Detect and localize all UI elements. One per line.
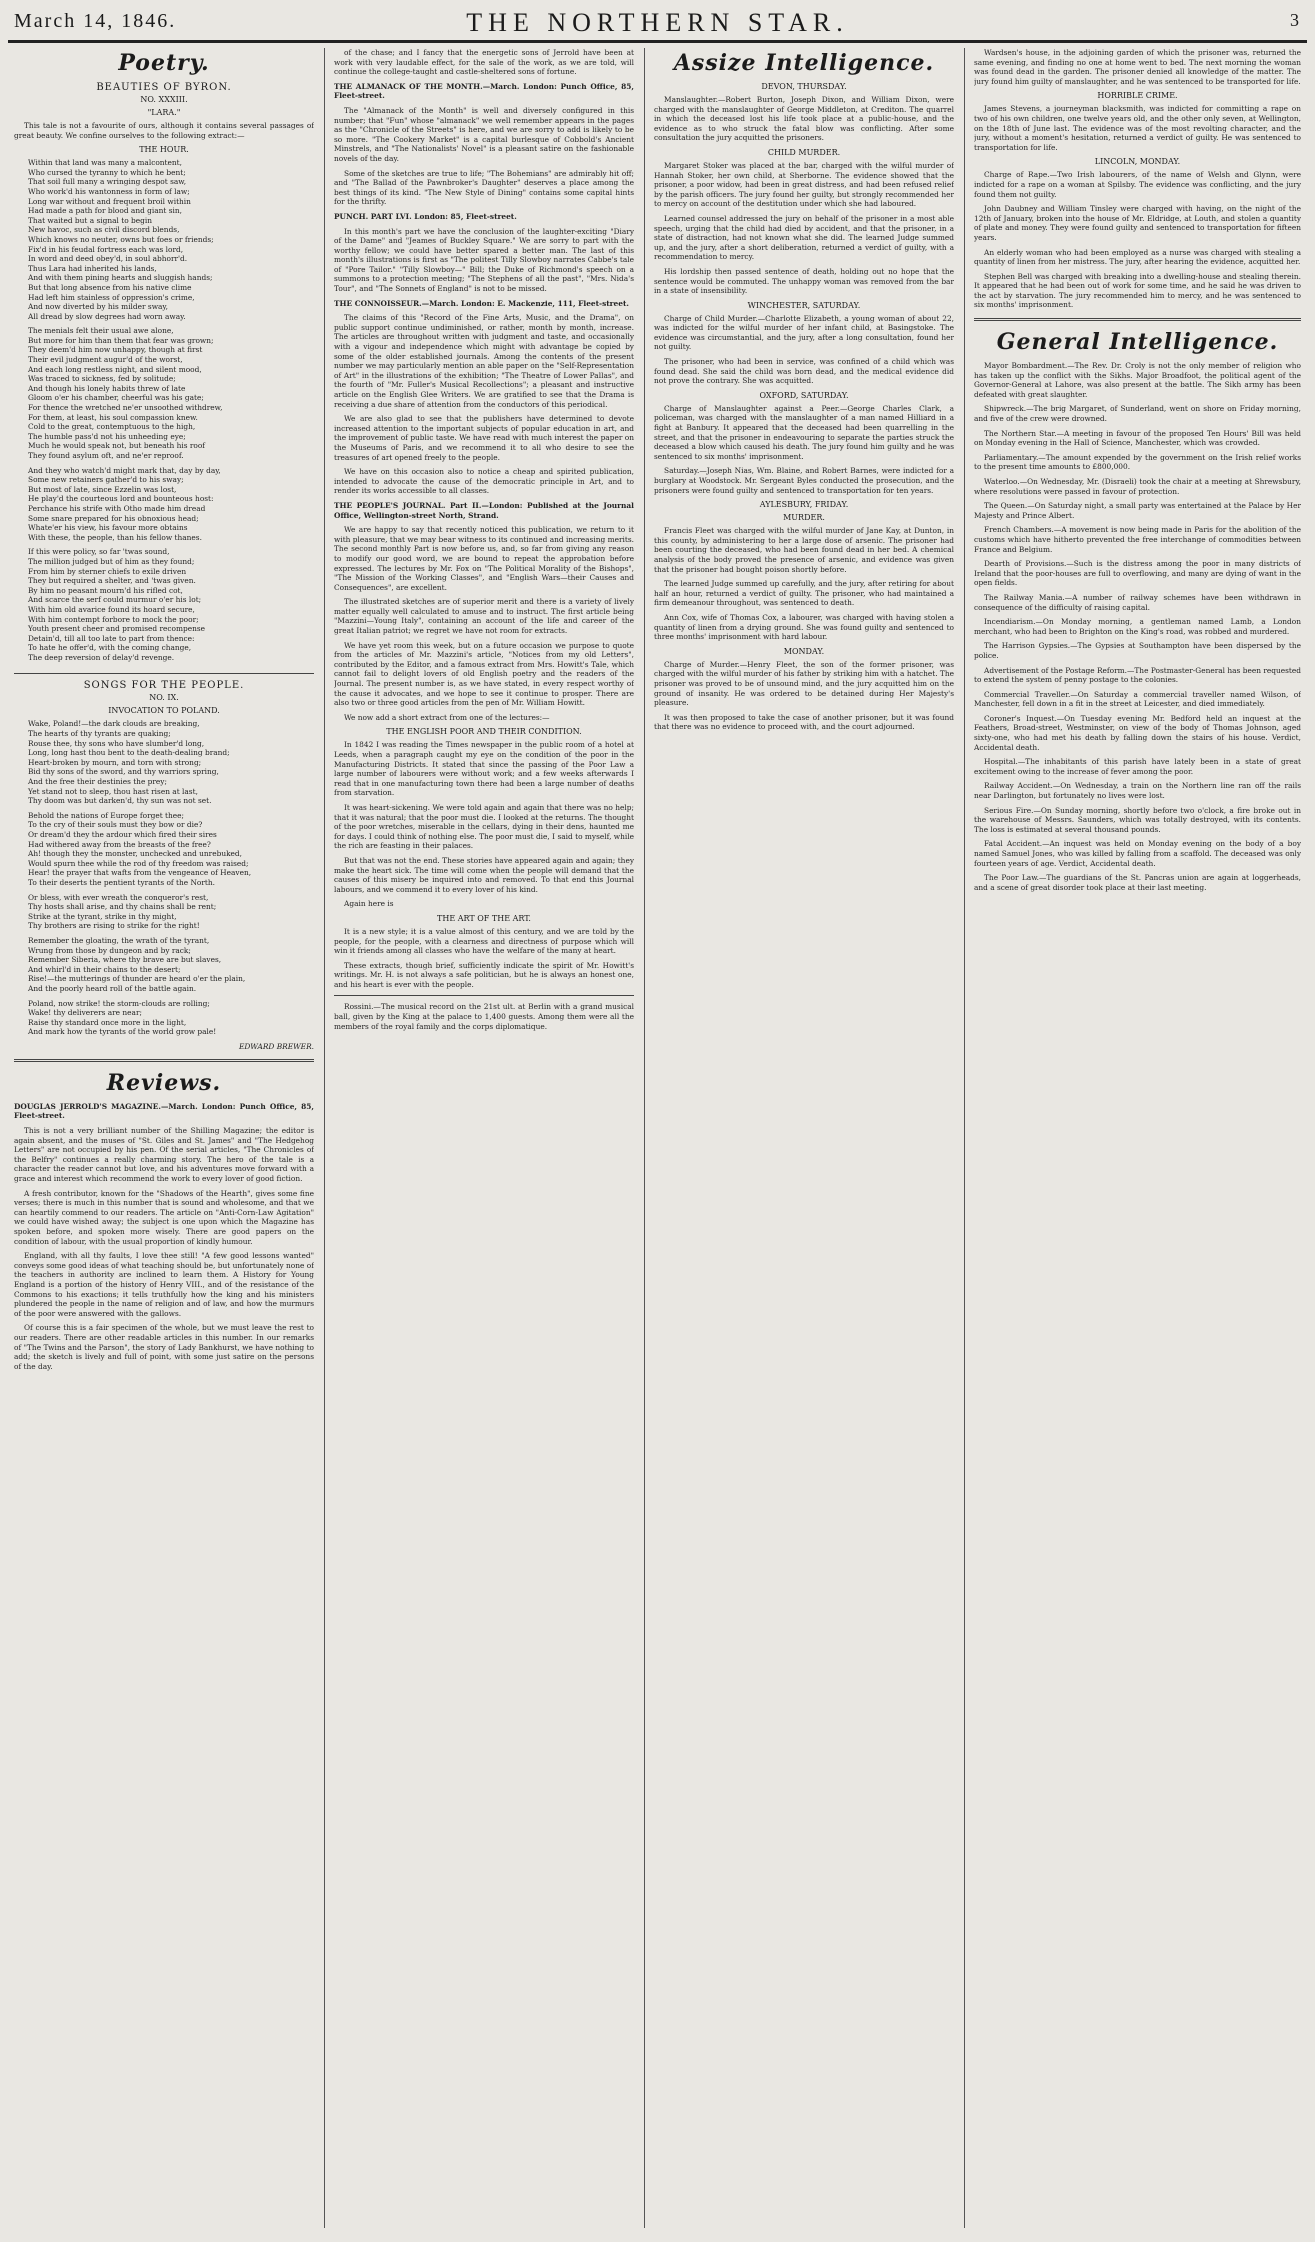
case-heading: HORRIBLE CRIME. (1097, 91, 1178, 101)
verse-line: With him old avarice found its hoard secure, (28, 604, 195, 614)
court-heading: MONDAY. (783, 646, 825, 656)
article-paragraph: Wardsen's house, in the adjoining garden of which the prisoner was, returned the same evening, and finding no one at home went to bed. The next morning the woman was found dead in the garden. The prisoner denied all knowledge of the matter. The jury found him guilty of manslaughter, and he was sentenced to be transported for life. (974, 48, 1301, 86)
verse-line: Thy hosts shall arise, and thy chains shall be rent; (28, 902, 217, 912)
verse-line: And they who watch'd might mark that, day by day, (28, 465, 221, 475)
verse-line: Had left him stainless of oppression's crime, (28, 292, 195, 302)
verse-line: Or bless, with ever wreath the conqueror's rest, (28, 892, 209, 902)
poem-series-number: NO. XXXIII. (140, 95, 188, 104)
news-item: The Northern Star.—A meeting in favour of the proposed Ten Hours' Bill was held on Monday evening in the Hall of Science, Manchester, which was crowded. (974, 428, 1301, 448)
column-3 (654, 48, 954, 2228)
verse-line: Rouse thee, thy sons who have slumber'd long, (28, 738, 205, 748)
review-title: PUNCH. PART LVI. London: 85, Fleet-street. (334, 211, 517, 221)
verse-line: And scarce the serf could murmur o'er his lot; (28, 595, 202, 605)
verse-line: But most of late, since Ezzelin was lost, (28, 484, 177, 494)
song-verses-5 (14, 999, 314, 1042)
court-heading: DEVON, THURSDAY. (761, 82, 847, 91)
verse-line: Cold to the great, contemptuous to the high, (28, 422, 196, 432)
song-author: EDWARD BREWER. (238, 1041, 314, 1051)
verse-line: Wake, Poland!—the dark clouds are breaking, (28, 719, 200, 729)
poem-intro: This tale is not a favourite of ours, although it contains several passages of great beauty. We confine ourselves to the following extract:— (14, 121, 314, 140)
masthead (0, 6, 1315, 36)
verse-line: Was traced to sickness, fed by solitude; (28, 374, 176, 384)
extract-title: THE ART OF THE ART. (437, 913, 531, 923)
section-heading-assize: Assize Intelligence. (673, 50, 935, 76)
verse-line: Who cursed the tyranny to which he bent; (28, 167, 186, 177)
verse-line: Strike at the tyrant, strike in thy might, (28, 911, 177, 921)
article-paragraph: The "Almanack of the Month" is well and diversely configured in this number; that "Fun" whose "almanack" we well remember appears in the pages as the "Chronicle of the Streets" is here, and we are sorry to add is likely to be so more. "The Cookery Market" is a capital burlesque of Cobbold's Ancient Minstrels, and "The Nationalists' Novel" is a pleasant satire on the fashionable novels of the day. (334, 105, 634, 163)
article-paragraph: It is a new style; it is a value almost of this century, and we are told by the people, for the people, with a clearness and directness of purpose which will win it friends among all classes who have the welfare of the many at heart. (334, 926, 634, 956)
verse-line: By him no peasant mourn'd his rifled cot, (28, 585, 183, 595)
verse-line: Whate'er his view, his favour more obtains (28, 523, 188, 533)
poem-series-title: BEAUTIES OF BYRON. (96, 82, 232, 93)
verse-line: Yet stand not to sleep, thou hast risen at last, (28, 786, 198, 796)
poem-section-title: THE HOUR. (139, 145, 189, 155)
verse-line: Hear! the prayer that wafts from the vengeance of Heaven, (28, 868, 252, 878)
article-paragraph: But that was not the end. These stories have appeared again and again; they make the heart sick. The time will come when the people will demand that the causes of this misery be inquired into and removed. To that end this Journal labours, and we commend it to every lover of his kind. (334, 855, 634, 894)
news-item: Hospital.—The inhabitants of this parish have lately been in a state of great excitement owing to the increase of fever among the poor. (974, 757, 1301, 776)
article-paragraph: In 1842 I was reading the Times newspaper in the public room of a hotel at Leeds, when a paragraph caught my eye on the condition of the poor in the Manufacturing Districts. It stated that since the passing of the Poor Law a large number of labourers were without work; and a few weeks afterwards I read that in one manufacturing town there had been a large number of deaths from starvation. (334, 740, 634, 798)
poem-subtitle: "LARA." (147, 108, 181, 117)
verse-line: Thy brothers are rising to strike for the right! (28, 921, 200, 931)
article-paragraph: It was then proposed to take the case of another prisoner, but it was found that there was no evidence to proceed with, and the court adjourned. (654, 712, 954, 732)
article-paragraph: of the chase; and I fancy that the energetic sons of Jerrold have been at work with very laudable effect, for the sale of the work, as we are told, will continue the college-taught and castle-sheltered sons of fortune. (334, 48, 634, 77)
divider (334, 995, 634, 996)
divider (14, 1059, 314, 1062)
section-heading-poetry: Poetry. (118, 50, 210, 76)
news-item: The Railway Mania.—A number of railway schemes have been withdrawn in consequence of the difficulty of raising capital. (974, 592, 1301, 612)
article-paragraph: We are happy to say that recently noticed this publication, we return to it with pleasure, that we may bear witness to its continued and increasing merits. The second monthly Part is now before us, and, so far from giving any reason to modify our good word, we are bound to repeat the approbation before expressed. The lectures by Mr. Fox on "The Political Morality of the Bishops", "The Mission of the Working Classes", and "English Wars—their Causes and Consequences", are excellent. (334, 525, 634, 592)
song-verses-3 (14, 893, 314, 936)
review-title: DOUGLAS JERROLD'S MAGAZINE.—March. London: Punch Office, 85, Fleet-street. (14, 1101, 314, 1121)
news-item: French Chambers.—A movement is now being made in Paris for the abolition of the customs which have hitherto prevented the free interchange of commodities between France and Belgium. (974, 525, 1301, 554)
article-paragraph: It was heart-sickening. We were told again and again that there was no help; that it was natural; that the poor must die. I looked at the returns. The thought of the poor wretches, miserable in the cellars, dying in their dens, haunted me for days. I could think of nothing else. The poor must die, I said to myself, while the rich are feasting in their palaces. (334, 802, 634, 851)
verse-line: Rise!—the mutterings of thunder are heard o'er the plain, (28, 974, 246, 984)
verse-line: And though his lonely habits threw of late (28, 383, 186, 393)
news-item: Fatal Accident.—An inquest was held on Monday evening on the body of a boy named Samuel Jones, who was killed by falling from a scaffold. The deceased was only fourteen years of age. Verdict, Accidental death. (974, 839, 1301, 868)
case-heading: MURDER. (783, 513, 825, 523)
news-item: The Harrison Gypsies.—The Gypsies at Southampton have been dispersed by the police. (974, 641, 1301, 660)
verse-line: And with them pining hearts and sluggish hands; (28, 273, 213, 283)
verse-line: To their deserts the pentient tyrants of the North. (28, 877, 215, 887)
song-verses-4 (14, 936, 314, 999)
news-item: Waterloo.—On Wednesday, Mr. (Disraeli) took the chair at a meeting at Shrewsbury, where resolutions were passed in favour of protection. (974, 477, 1301, 496)
verse-line: If this were policy, so far 'twas sound, (28, 547, 170, 557)
news-item: Shipwreck.—The brig Margaret, of Sunderland, went on shore on Friday morning, and five of the crew were drowned. (974, 404, 1301, 424)
song-title: INVOCATION TO POLAND. (108, 706, 220, 716)
article-paragraph: His lordship then passed sentence of death, holding out no hope that the sentence would be commuted. The unhappy woman was removed from the bar in a state of insensibility. (654, 266, 954, 296)
article-paragraph: James Stevens, a journeyman blacksmith, was indicted for committing a rape on two of his own children, one twelve years old, and the other only seven, at Wellington, on the 18th of June last. The evidence was of the most revolting character, and the jury, without a moment's hesitation, returned a verdict of guilty. He was sentenced to transportation for life. (974, 104, 1301, 152)
verse-line: Who work'd his wantonness in form of law; (28, 186, 190, 196)
poem-verses-1 (14, 158, 314, 326)
section-heading-reviews: Reviews. (106, 1069, 222, 1096)
review-title: THE PEOPLE'S JOURNAL. Part II.—London: Published at the Journal Office, Wellington-street North, Strand. (334, 500, 634, 520)
news-item: Coroner's Inquest.—On Tuesday evening Mr. Bedford held an inquest at the Feathers, Broad-street, Westminster, on view of the body of Thomas Johnson, aged sixty-one, who had met his death by falling down the stairs of his house. Verdict, Accidental death. (974, 713, 1301, 752)
article-paragraph: Of course this is a fair specimen of the whole, but we must leave the rest to our readers. There are other readable articles in this number. In our remarks of "The Twins and the Parson", the story of Lady Bankhurst, we have nothing to add; the sketch is lively and full of point, with some just satire on the persons of the day. (14, 1323, 314, 1371)
article-paragraph: The prisoner, who had been in service, was confined of a child which was found dead. She said the child was born dead, and the medical evidence did not prove the contrary. She was acquitted. (654, 357, 954, 386)
issue-date: March 14, 1846. (14, 10, 177, 32)
verse-line: Which knows no neuter, owns but foes or friends; (28, 234, 214, 244)
article-paragraph: Saturday.—Joseph Nias, Wm. Blaine, and Robert Barnes, were indicted for a burglary at Woodstock. Mr. Sergeant Byles conducted the prosecution, and the prisoners were found guilty and sentenced to transportation for ten years. (654, 466, 954, 495)
article-paragraph: John Daubney and William Tinsley were charged with having, on the night of the 12th of January, broken into the house of Mr. Eldridge, at Louth, and stolen a quantity of plate and money. They were found guilty and sentenced to transportation for fifteen years. (974, 204, 1301, 242)
masthead-rule (8, 40, 1307, 43)
article-paragraph: Rossini.—The musical record on the 21st ult. at Berlin with a grand musical ball, given by the King at the palace to 1,400 guests. Among them were all the members of the royal family and the corps diplomatique. (334, 1002, 634, 1031)
extract-title: THE ENGLISH POOR AND THEIR CONDITION. (386, 727, 582, 737)
verse-line: Thus Lara had inherited his lands, (28, 263, 157, 273)
news-item: Commercial Traveller.—On Saturday a commercial traveller named Wilson, of Manchester, fell down in a fit in the street at Leicester, and died immediately. (974, 689, 1301, 709)
verse-line: From him by sterner chiefs to exile driven (28, 566, 187, 576)
case-heading: CHILD MURDER. (767, 147, 841, 157)
court-heading: OXFORD, SATURDAY. (759, 390, 849, 400)
article-paragraph: We have yet room this week, but on a future occasion we purpose to quote from the articles of Mr. Mazzini's article, "Notices from my old Letters", contributed by the Editor, and a famous extract from Mrs. Howitt's Tale, which cannot fail to delight lovers of old English poetry and the readers of the Journal. The present number is, as we have stated, in every respect worthy of the cause it advocates, and we hope to see it continue to prosper. There are also two or three good articles from the pen of Mr. William Howitt. (334, 640, 634, 708)
column-divider (324, 48, 325, 2228)
verse-line: For thence the wretched ne'er unsoothed withdrew, (28, 403, 223, 413)
verse-line: And each long restless night, and silent mood, (28, 364, 202, 374)
article-paragraph: These extracts, though brief, sufficiently indicate the spirit of Mr. Howitt's writings. Mr. H. is not always a safe politician, but he is always an honest one, and his heart is ever with the people. (334, 960, 634, 989)
article-paragraph: Ann Cox, wife of Thomas Cox, a labourer, was charged with having stolen a quantity of linen from a drying ground. She was found guilty and sentenced to three months' imprisonment with hard labour. (654, 612, 954, 642)
column-1 (14, 48, 314, 2228)
news-item: Incendiarism.—On Monday morning, a gentleman named Lamb, a London merchant, who had been to Brighton on the King's road, was robbed and murdered. (974, 617, 1301, 636)
article-paragraph: Charge of Manslaughter against a Peer.—George Charles Clark, a policeman, was charged with the manslaughter of a man named Hilliard in a fight at Banbury. It appeared that the deceased had been quarrelling in the street, and that the prisoner in endeavouring to separate the parties struck the deceased a blow which caused his death. The jury found him guilty and he was sentenced to six months' imprisonment. (654, 403, 954, 461)
verse-line: Raise thy standard once more in the light, (28, 1017, 187, 1027)
verse-line: In word and deed obey'd, in soul abhorr'd. (28, 254, 188, 264)
verse-line: They but required a shelter, and 'twas given. (28, 576, 196, 586)
column-divider (964, 48, 965, 2228)
news-item: Mayor Bombardment.—The Rev. Dr. Croly is not the only member of religion who has taken up the conflict with the Sikhs. Major Broadfoot, the political agent of the Governor-General at Lahore, was also present at the battle. The Sikh army has been defeated with great slaughter. (974, 361, 1301, 399)
review-title: THE CONNOISSEUR.—March. London: E. Mackenzie, 111, Fleet-street. (334, 298, 629, 308)
article-paragraph: In this month's part we have the conclusion of the laughter-exciting "Diary of the Dame" and "Jeames of Buckley Square." We are sorry to part with the worthy fellow; we could have better spared a better man. The last of this month's illustrations is first as "The politest Tilly Slowboy narrates Cabbe's tale of "Pore Tailor." "Tilly Slowboy—" Bill; the Duke of Richmond's speech on a summons to a protection meeting; "The Stephens of all the past", "Mrs. Nida's Tour", and "The Sonnets of England" is not to be missed. (334, 226, 634, 294)
verse-line: They deem'd him now unhappy, though at first (28, 345, 203, 355)
article-paragraph: The learned Judge summed up carefully, and the jury, after retiring for about half an hour, returned a verdict of guilty. The prisoner, who had maintained a firm demeanour throughout, was sentenced to death. (654, 579, 954, 608)
page-number: 3 (1290, 10, 1301, 30)
verse-line: Wake! thy deliverers are near; (28, 1008, 142, 1018)
verse-line: With these, the people, than his fellow thanes. (28, 532, 202, 542)
article-paragraph: Margaret Stoker was placed at the bar, charged with the wilful murder of Hannah Stoker, her own child, at Sherborne. The evidence showed that the prisoner, a poor widow, had been in great distress, and had been refused relief by the parish officers. The jury found her guilty, but strongly recommended her to mercy on account of the destitution under which she had laboured. (654, 160, 954, 209)
verse-line: But that long absence from his native clime (28, 282, 192, 292)
verse-line: All dread by slow degrees had worn away. (28, 311, 186, 321)
article-paragraph: Some of the sketches are true to life; "The Bohemians" are admirably hit off; and "The Ballad of the Pawnbroker's Daughter" deserves a place among the best things of its kind. "The New Style of Dining" contains some capital hints for the thrifty. (334, 168, 634, 207)
verse-line: Poland, now strike! the storm-clouds are rolling; (28, 998, 210, 1008)
verse-line: Gloom o'er his chamber, cheerful was his gate; (28, 393, 204, 403)
verse-line: Their evil judgment augur'd of the worst, (28, 355, 183, 365)
poem-verses-3 (14, 466, 314, 548)
verse-line: And now diverted by his milder sway, (28, 302, 168, 312)
article-paragraph: The illustrated sketches are of superior merit and there is a variety of lively matter equally well calculated to amuse and to instruct. The first article being "Mazzini—Young Italy", containing an account of the life and career of the great Italian patriot; we regret we have not room for extracts. (334, 597, 634, 636)
news-item: Parliamentary.—The amount expended by the government on the Irish relief works to the present time amounts to £800,000. (974, 452, 1301, 472)
divider (974, 318, 1301, 321)
court-heading: LINCOLN, MONDAY. (1094, 157, 1181, 167)
verse-line: Much he would speak not, but beneath his roof (28, 441, 206, 451)
verse-line: And the poorly heard roll of the battle again. (28, 983, 197, 993)
verse-line: They found asylum oft, and ne'er reproof. (28, 451, 184, 460)
article-paragraph: We have on this occasion also to notice a cheap and spirited publication, intended to advocate the cause of the democratic principle in Art, and to render its works accessible to all classes. (334, 467, 634, 496)
poem-verses-2 (14, 326, 314, 465)
article-paragraph: England, with all thy faults, I love thee still! "A few good lessons wanted" conveys some good ideas of what teaching should be, but unfortunately none of the teachers in authority are inclined to learn them. A History for Young England is a portion of the history of Henry VIII., and of the resistance of the Commons to his exactions; it tells truthfully how the king and his ministers plundered the people in the name of religion and of law, and how the murmurs of the poor were answered with the gallows. (14, 1251, 314, 1318)
news-item: Advertisement of the Postage Reform.—The Postmaster-General has been requested to extend the system of penny postage to the colonies. (974, 665, 1301, 685)
article-paragraph: Charge of Rape.—Two Irish labourers, of the name of Welsh and Glynn, were indicted for a rape on a woman at Spilsby. The evidence was conflicting, and the jury found them not guilty. (974, 170, 1301, 199)
verse-line: The deep reversion of delay'd revenge. (28, 652, 175, 662)
verse-line: Behold the nations of Europe forget thee; (28, 810, 184, 820)
verse-line: The menials felt their usual awe alone, (28, 326, 174, 336)
article-paragraph: This is not a very brilliant number of the Shilling Magazine; the editor is again absent, and the muses of "St. Giles and St. James" and "The Hedgehog Letters" are not occupied by his pen. Of the serial articles, "The Chronicles of the Belfry" continues a really charming story. The hero of the tale is a character the reader cannot but love, and his adventures move forward with a grace and interest which recommend the work to every lover of good fiction. (14, 1126, 314, 1184)
verse-line: With him contempt forbore to mock the poor; (28, 614, 199, 624)
verse-line: For them, at least, his soul compassion knew. (28, 412, 198, 422)
article-paragraph: Stephen Bell was charged with breaking into a dwelling-house and stealing therein. It appeared that he had been out of work for some time, and he said he was driven to the act by starvation. The jury recommended him to mercy, and he was sentenced to six months' imprisonment. (974, 271, 1301, 310)
newspaper-title: THE NORTHERN STAR. (466, 8, 849, 37)
news-item: The Poor Law.—The guardians of the St. Pancras union are again at loggerheads, and a scene of great disorder took place at their last meeting. (974, 873, 1301, 892)
verse-line: Heart-broken by mourn, and torn with strong; (28, 757, 202, 767)
verse-line: Had withered away from the breasts of the free? (28, 839, 211, 849)
song-verses-1 (14, 719, 314, 810)
verse-line: He play'd the courteous lord and bounteous host: (28, 494, 214, 504)
column-4 (974, 48, 1301, 2228)
verse-line: And mark how the tyrants of the world grow pale! (28, 1027, 217, 1037)
court-heading: WINCHESTER, SATURDAY. (747, 300, 861, 310)
review-title: THE ALMANACK OF THE MONTH.—March. London: Punch Office, 85, Fleet-street. (334, 81, 634, 101)
verse-line: Some new retainers gather'd to his sway; (28, 475, 184, 485)
verse-line: Had made a path for blood and giant sin, (28, 206, 183, 216)
verse-line: That soil full many a wringing despot saw, (28, 177, 187, 187)
article-paragraph: Charge of Child Murder.—Charlotte Elizabeth, a young woman of about 22, was indicted for the wilful murder of her infant child, at Basingstoke. The evidence was circumstantial, and the jury, after a long consultation, found her not guilty. (654, 313, 954, 352)
verse-line: Or dream'd they the ardour which fired their sires (28, 830, 217, 839)
verse-line: To hate he offer'd, with the coming change, (28, 643, 192, 653)
verse-line: Remember the gloating, the wrath of the tyrant, (28, 935, 210, 945)
article-paragraph: The claims of this "Record of the Fine Arts, Music, and the Drama", on public support continue undiminished, or rather, month by month, increase. The articles are throughout written with judgment and taste, and occasionally with a vigour and independence which might with advantage be copied by some of the older established journals. Among the contents of the present number we may particularly mention an able paper on the "Self-Representation of Art" in the illustrations of the exhibition; "The Theatre of Lower Pallas", and the fourth of "Mr. Fuller's Musical Recollections"; a pleasant and instructive article on the English Glee Writers. We are gratified to see that the Drama is receiving a due share of attention from the conductors of this periodical. (334, 313, 634, 409)
verse-line: Wrung from those by dungeon and by rack; (28, 945, 191, 955)
court-heading: AYLESBURY, FRIDAY. (759, 500, 849, 510)
article-paragraph: Learned counsel addressed the jury on behalf of the prisoner in a most able speech, urging that the child had died by accident, and that the prisoner, in a state of distraction, had not known what she did. The learned Judge summed up, and the jury, after a short deliberation, returned a verdict of guilty, with a recommendation to mercy. (654, 213, 954, 262)
divider (14, 673, 314, 674)
verse-line: Some snare prepared for his obnoxious head; (28, 513, 199, 523)
article-paragraph: An elderly woman who had been employed as a nurse was charged with stealing a quantity of linen from her mistress. The jury, after hearing the evidence, acquitted her. (974, 247, 1301, 267)
verse-line: And whirl'd in their chains to the desert; (28, 964, 181, 974)
songs-title: SONGS FOR THE PEOPLE. (83, 680, 245, 692)
news-item: Serious Fire.—On Sunday morning, shortly before two o'clock, a fire broke out in the warehouse of Messrs. Saunders, which was totally destroyed, with its contents. The loss is estimated at several thousand pounds. (974, 805, 1301, 834)
verse-line: Would spurn thee while the rod of thy freedom was raised; (28, 858, 249, 868)
verse-line: The million judged but of him as they found; (28, 556, 195, 566)
news-item: Railway Accident.—On Wednesday, a train on the Northern line ran off the rails near Darlington, but fortunately no lives were lost. (974, 781, 1301, 801)
verse-line: But more for him than them that fear was grown; (28, 335, 214, 345)
poem-verses-4 (14, 547, 314, 667)
verse-line: Long, long hast thou bent to the death-dealing brand; (28, 748, 230, 758)
verse-line: Youth present cheer and promised recompense (28, 624, 206, 634)
column-divider (644, 48, 645, 2228)
verse-line: Thy doom was but darken'd, thy sun was not set. (28, 796, 212, 806)
verse-line: That waited but a signal to begin (28, 215, 152, 225)
article-paragraph: Charge of Murder.—Henry Fleet, the son of the former prisoner, was charged with the wilful murder of his father by striking him with a hatchet. The prisoner was proved to be of unsound mind, and the jury acquitted him on the ground of insanity. He was ordered to be detained during Her Majesty's pleasure. (654, 659, 954, 708)
verse-line: Long war without and frequent broil within (28, 196, 191, 206)
verse-line: And the free their destinies the prey; (28, 777, 167, 787)
news-item: The Queen.—On Saturday night, a small party was entertained at the Palace by Her Majesty and Prince Albert. (974, 501, 1301, 520)
verse-line: To the cry of their souls must they bow or die? (28, 820, 203, 830)
songs-number: NO. IX. (149, 693, 179, 703)
article-paragraph: We are also glad to see that the publishers have determined to devote increased attention to the important subjects of popular education in art, and the improvement of public taste. We have read with much interest the paper on the Museums of Paris, and we recommend it to all who desire to see the treasures of art opened freely to the people. (334, 414, 634, 462)
article-paragraph: We now add a short extract from one of the lectures:— (344, 712, 550, 722)
song-verses-2 (14, 811, 314, 893)
verse-line: The humble pass'd not his unheeding eye; (28, 431, 186, 441)
verse-line: Ah! though they the monster, unchecked and unrebuked, (28, 849, 243, 859)
article-paragraph: A fresh contributor, known for the "Shadows of the Hearth", gives some fine verses; there is much in this number that is sound and wholesome, and that we can heartily commend to our readers. The article on "Anti-Corn-Law Agitation" we could have wished away; the subject is one upon which the Magazine has spoken before, and spoken more wisely. There are good papers on the condition of labour, with the usual proportion of kindly humour. (14, 1188, 314, 1246)
article-paragraph: Manslaughter.—Robert Burton, Joseph Dixon, and William Dixon, were charged with the manslaughter of George Middleton, at Crediton. The quarrel in which the deceased lost his life took place at a public-house, and the evidence as to who struck the fatal blow was conflicting. After some consultation the jury acquitted the prisoners. (654, 95, 954, 143)
verse-line: The hearts of thy tyrants are quaking; (28, 729, 171, 739)
section-heading-general: General Intelligence. (996, 329, 1279, 356)
column-2 (334, 48, 634, 2228)
verse-line: Bid thy sons of the sword, and thy warriors spring, (28, 767, 219, 777)
verse-line: Perchance his strife with Otho made him dread (28, 503, 206, 513)
verse-line: New havoc, such as civil discord blends, (28, 225, 180, 235)
article-paragraph: Francis Fleet was charged with the wilful murder of Jane Kay, at Dunton, in this county, by administering to her a large dose of arsenic. The prisoner had been courting the deceased, who had been found dead in her bed. A chemical analysis of the body proved the presence of arsenic, and evidence was given that the prisoner had bought poison shortly before. (654, 526, 954, 574)
verse-line: Remember Siberia, where thy brave are but slaves, (28, 955, 222, 965)
verse-line: Within that land was many a malcontent, (28, 158, 182, 168)
verse-line: Fix'd in his feudal fortress each was lord, (28, 244, 184, 254)
article-paragraph: Again here is (344, 899, 394, 909)
verse-line: Detain'd, till all too late to part from thence: (28, 633, 195, 643)
news-item: Dearth of Provisions.—Such is the distress among the poor in many districts of Ireland that the poor-houses are full to overflowing, and many are dying of want in the open fields. (974, 559, 1301, 588)
